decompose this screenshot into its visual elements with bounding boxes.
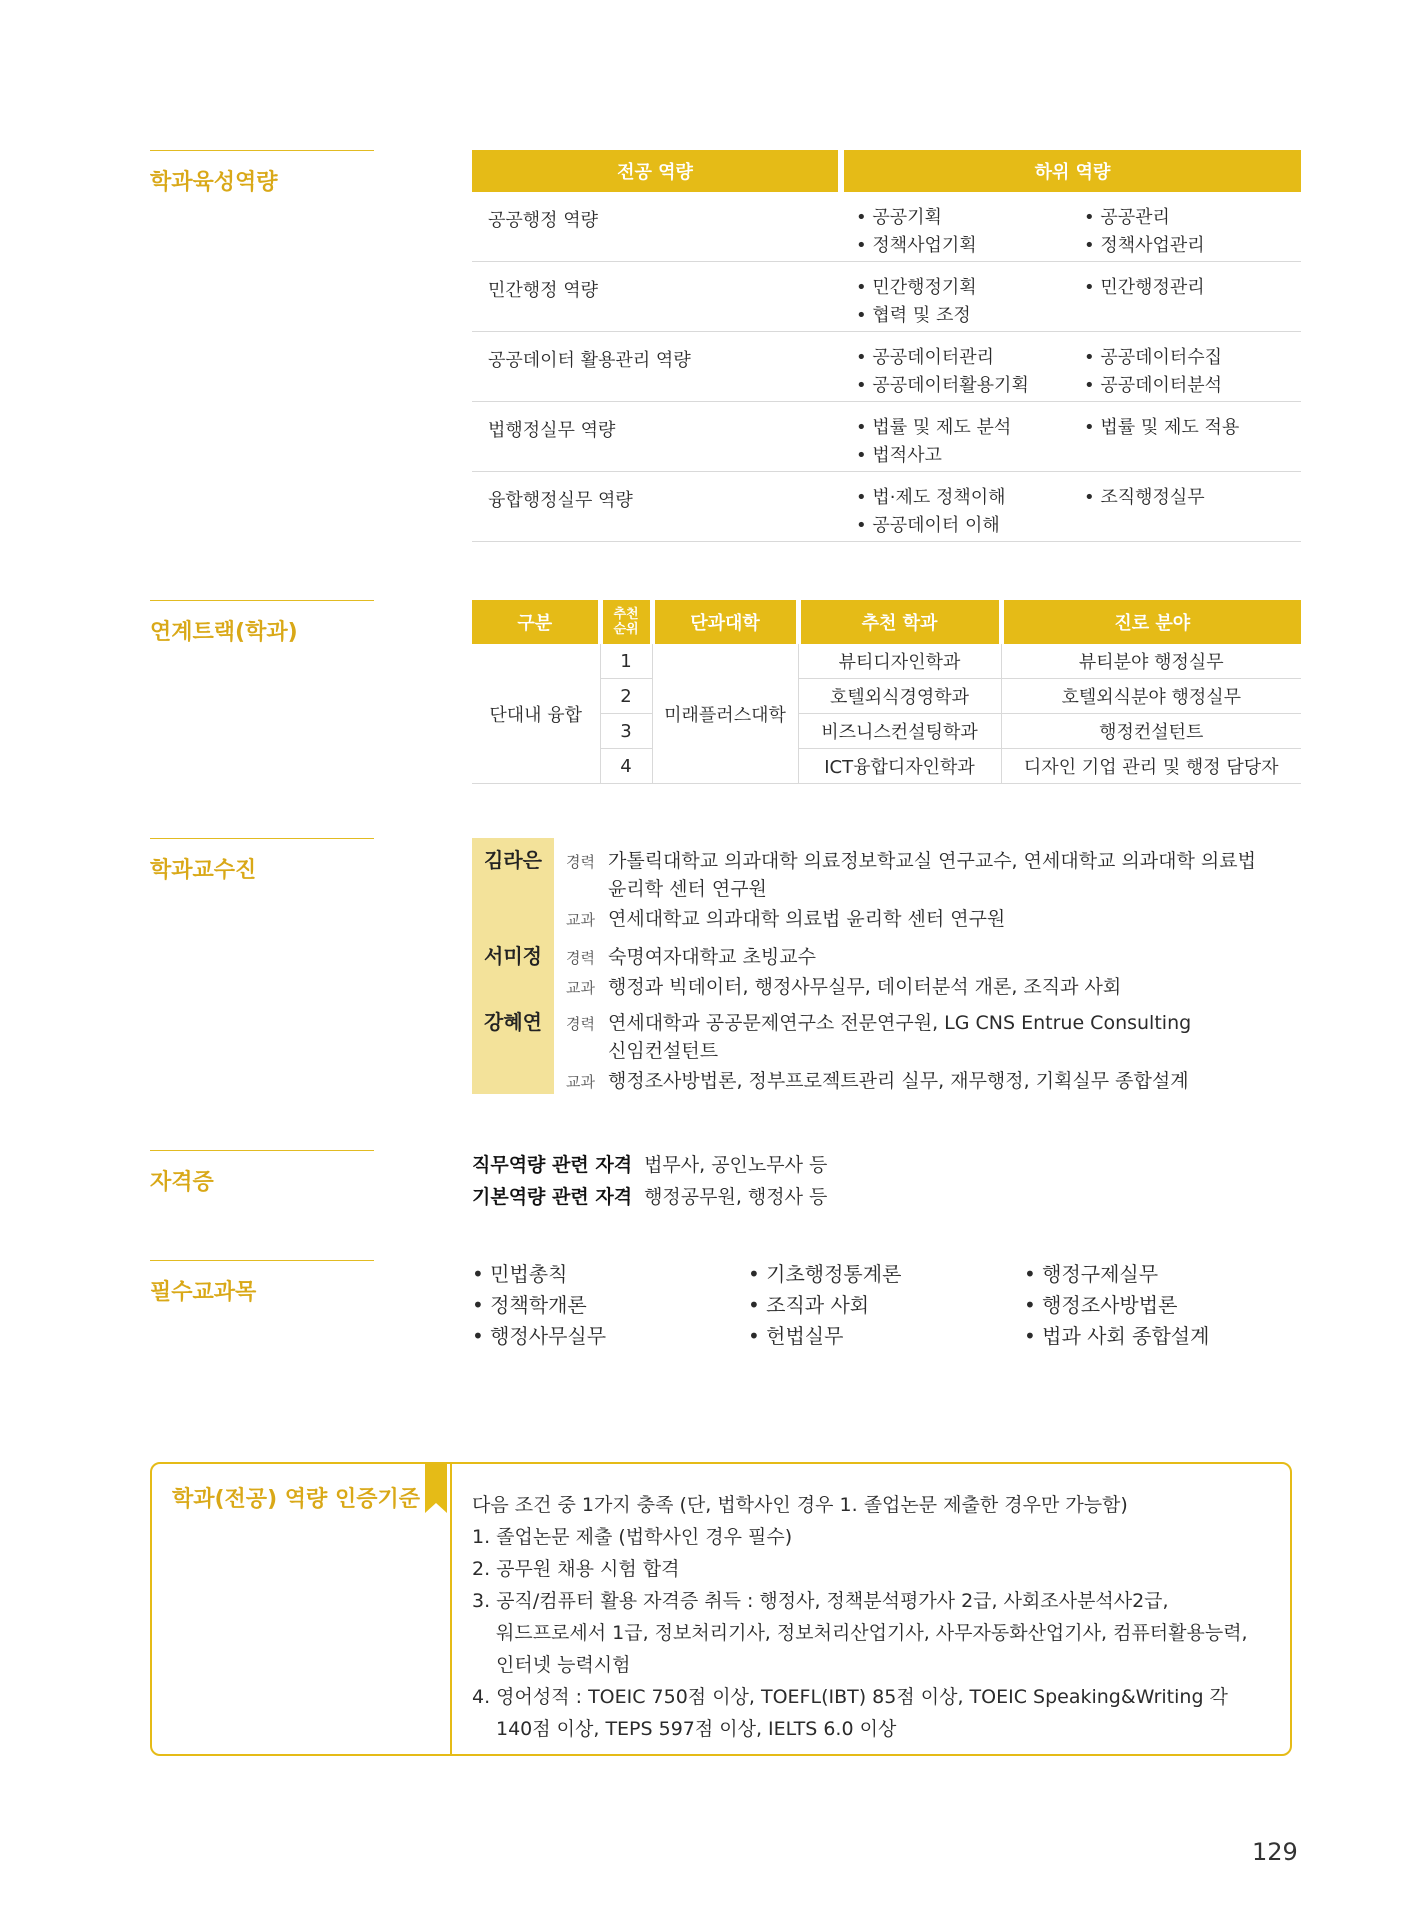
major-competency: 민간행정 역량: [488, 280, 599, 301]
track-dept: 비즈니스컨설팅학과: [798, 714, 1001, 749]
faculty-career-line: 경력 숙명여자대학교 초빙교수: [566, 946, 816, 968]
sub-competency-item: • 공공기획: [856, 207, 942, 228]
faculty-name: 김라은: [484, 848, 542, 872]
sub-competency-list: [844, 192, 1072, 261]
section-label-required: 필수교과목: [150, 1260, 374, 1306]
track-row: [472, 644, 1301, 679]
career-tag: 경력: [566, 949, 595, 967]
section-label-certificate: 자격증: [150, 1150, 374, 1196]
faculty-career-line: 윤리학 센터 연구원: [608, 878, 767, 900]
certification-line: 1. 졸업논문 제출 (법학사인 경우 필수): [472, 1526, 793, 1548]
career-tag: 경력: [566, 1015, 595, 1033]
sub-competency-list: [844, 472, 1072, 541]
course-tag: 교과: [566, 979, 595, 997]
track-career: 호텔외식분야 행정실무: [1001, 679, 1301, 714]
bookmark-icon: [425, 1463, 447, 1513]
competency-row: [472, 262, 1301, 332]
track-table: [472, 600, 1301, 784]
track-rank: 2: [600, 679, 652, 714]
certificate-row: [472, 1150, 827, 1177]
certificate-value: 법무사, 공인노무사 등: [644, 1154, 828, 1176]
certificate-label: 기본역량 관련 자격: [472, 1186, 633, 1208]
faculty-career-line: 경력 가톨릭대학교 의과대학 의료정보학교실 연구교수, 연세대학교 의과대학 의료법: [566, 850, 1256, 872]
box-divider: [450, 1464, 452, 1754]
header-dept: 추천 학과: [798, 600, 1001, 644]
certification-line: 워드프로세서 1급, 정보처리기사, 정보처리산업기사, 사무자동화산업기사, 컴퓨터활용능력,: [496, 1622, 1248, 1644]
certificate-value: 행정공무원, 행정사 등: [644, 1186, 828, 1208]
faculty-course-line: 교과 행정과 빅데이터, 행정사무실무, 데이터분석 개론, 조직과 사회: [566, 976, 1122, 998]
sub-competency-item: • 공공데이터활용기획: [856, 375, 1029, 396]
track-college: 미래플러스대학: [652, 644, 798, 784]
track-table-header: [472, 600, 1301, 644]
track-dept: 호텔외식경영학과: [798, 679, 1001, 714]
faculty-career-line: 신임컨설턴트: [608, 1040, 719, 1062]
certification-line: 다음 조건 중 1가지 충족 (단, 법학사인 경우 1. 졸업논문 제출한 경우만 가능함): [472, 1494, 1128, 1516]
sub-competency-item: • 공공데이터수집: [1084, 347, 1223, 368]
sub-competency-item: • 공공관리: [1084, 207, 1170, 228]
sub-competency-list: [1072, 192, 1301, 261]
required-course-item: • 행정조사방법론: [1024, 1293, 1178, 1317]
track-career: 뷰티분야 행정실무: [1001, 644, 1301, 679]
sub-competency-item: • 민간행정기획: [856, 277, 977, 298]
required-course-item: • 행정구제실무: [1024, 1262, 1159, 1286]
faculty-name: 서미정: [484, 944, 542, 968]
certification-line: 4. 영어성적 : TOEIC 750점 이상, TOEFL(IBT) 85점 이상, TOEIC Speaking&Writing 각: [472, 1686, 1228, 1708]
major-competency: 법행정실무 역량: [488, 420, 616, 441]
required-course-item: • 행정사무실무: [472, 1324, 607, 1348]
course-tag: 교과: [566, 1073, 595, 1091]
competency-row: [472, 332, 1301, 402]
sub-competency-item: • 공공데이터분석: [1084, 375, 1223, 396]
required-course-item: • 정책학개론: [472, 1293, 587, 1317]
sub-competency-list: [1072, 332, 1301, 401]
certification-line: 140점 이상, TEPS 597점 이상, IELTS 6.0 이상: [496, 1718, 897, 1740]
certification-line: 3. 공직/컴퓨터 활용 자격증 취득 : 행정사, 정책분석평가사 2급, 사회조사분석사2급,: [472, 1590, 1169, 1612]
certification-line: 2. 공무원 채용 시험 합격: [472, 1558, 680, 1580]
section-label-faculty: 학과교수진: [150, 838, 374, 884]
career-tag: 경력: [566, 853, 595, 871]
sub-competency-list: [1072, 262, 1301, 331]
header-rank: 추천 순위: [600, 600, 652, 644]
sub-competency-list: [844, 262, 1072, 331]
sub-competency-item: • 공공데이터관리: [856, 347, 995, 368]
required-course-item: • 민법총칙: [472, 1262, 568, 1286]
section-label-track: 연계트랙(학과): [150, 600, 374, 646]
track-dept: ICT융합디자인학과: [798, 749, 1001, 784]
sub-competency-item: • 정책사업관리: [1084, 235, 1205, 256]
certificate-row: [472, 1182, 827, 1209]
header-college: 단과대학: [652, 600, 798, 644]
track-category: 단대내 융합: [472, 644, 600, 784]
faculty-name: 강혜연: [484, 1010, 542, 1034]
major-competency: 공공데이터 활용관리 역량: [488, 350, 691, 371]
sub-competency-item: • 법률 및 제도 적용: [1084, 417, 1240, 438]
sub-competency-item: • 공공데이터 이해: [856, 515, 1000, 536]
major-competency: 융합행정실무 역량: [488, 490, 633, 511]
sub-competency-list: [1072, 402, 1301, 471]
header-category: 구분: [472, 600, 600, 644]
certification-line: 인터넷 능력시험: [496, 1654, 631, 1676]
certificate-label: 직무역량 관련 자격: [472, 1154, 633, 1176]
sub-competency-list: [844, 402, 1072, 471]
faculty-course-line: 교과 행정조사방법론, 정부프로젝트관리 실무, 재무행정, 기획실무 종합설계: [566, 1070, 1189, 1092]
track-career: 행정컨설턴트: [1001, 714, 1301, 749]
sub-competency-item: • 법적사고: [856, 445, 942, 466]
page-number: 129: [1252, 1838, 1298, 1866]
track-rank: 1: [600, 644, 652, 679]
sub-competency-item: • 협력 및 조정: [856, 305, 971, 326]
section-label-competency: 학과육성역량: [150, 150, 374, 196]
required-course-item: • 기초행정통계론: [748, 1262, 902, 1286]
header-major-competency: 전공 역량: [472, 150, 838, 192]
faculty-career-line: 경력 연세대학과 공공문제연구소 전문연구원, LG CNS Entrue Consulting: [566, 1012, 1192, 1034]
competency-row: [472, 472, 1301, 542]
track-rank: 3: [600, 714, 652, 749]
faculty-course-line: 교과 연세대학교 의과대학 의료법 윤리학 센터 연구원: [566, 908, 1006, 930]
competency-table-header: [472, 150, 1301, 192]
required-course-item: • 법과 사회 종합설계: [1024, 1324, 1210, 1348]
competency-table: [472, 150, 1301, 542]
major-competency: 공공행정 역량: [488, 210, 599, 231]
sub-competency-list: [1072, 472, 1301, 541]
certification-title: 학과(전공) 역량 인증기준: [172, 1487, 420, 1512]
course-tag: 교과: [566, 911, 595, 929]
sub-competency-item: • 법률 및 제도 분석: [856, 417, 1012, 438]
sub-competency-item: • 법·제도 정책이해: [856, 487, 1006, 508]
competency-row: [472, 402, 1301, 472]
sub-competency-item: • 정책사업기획: [856, 235, 977, 256]
header-sub-competency: 하위 역량: [844, 150, 1301, 192]
required-course-item: • 조직과 사회: [748, 1293, 870, 1317]
header-career: 진로 분야: [1001, 600, 1301, 644]
sub-competency-item: • 조직행정실무: [1084, 487, 1205, 508]
sub-competency-list: [844, 332, 1072, 401]
track-career: 디자인 기업 관리 및 행정 담당자: [1001, 749, 1301, 784]
sub-competency-item: • 민간행정관리: [1084, 277, 1205, 298]
competency-row: [472, 192, 1301, 262]
track-rank: 4: [600, 749, 652, 784]
track-dept: 뷰티디자인학과: [798, 644, 1001, 679]
required-course-item: • 헌법실무: [748, 1324, 844, 1348]
